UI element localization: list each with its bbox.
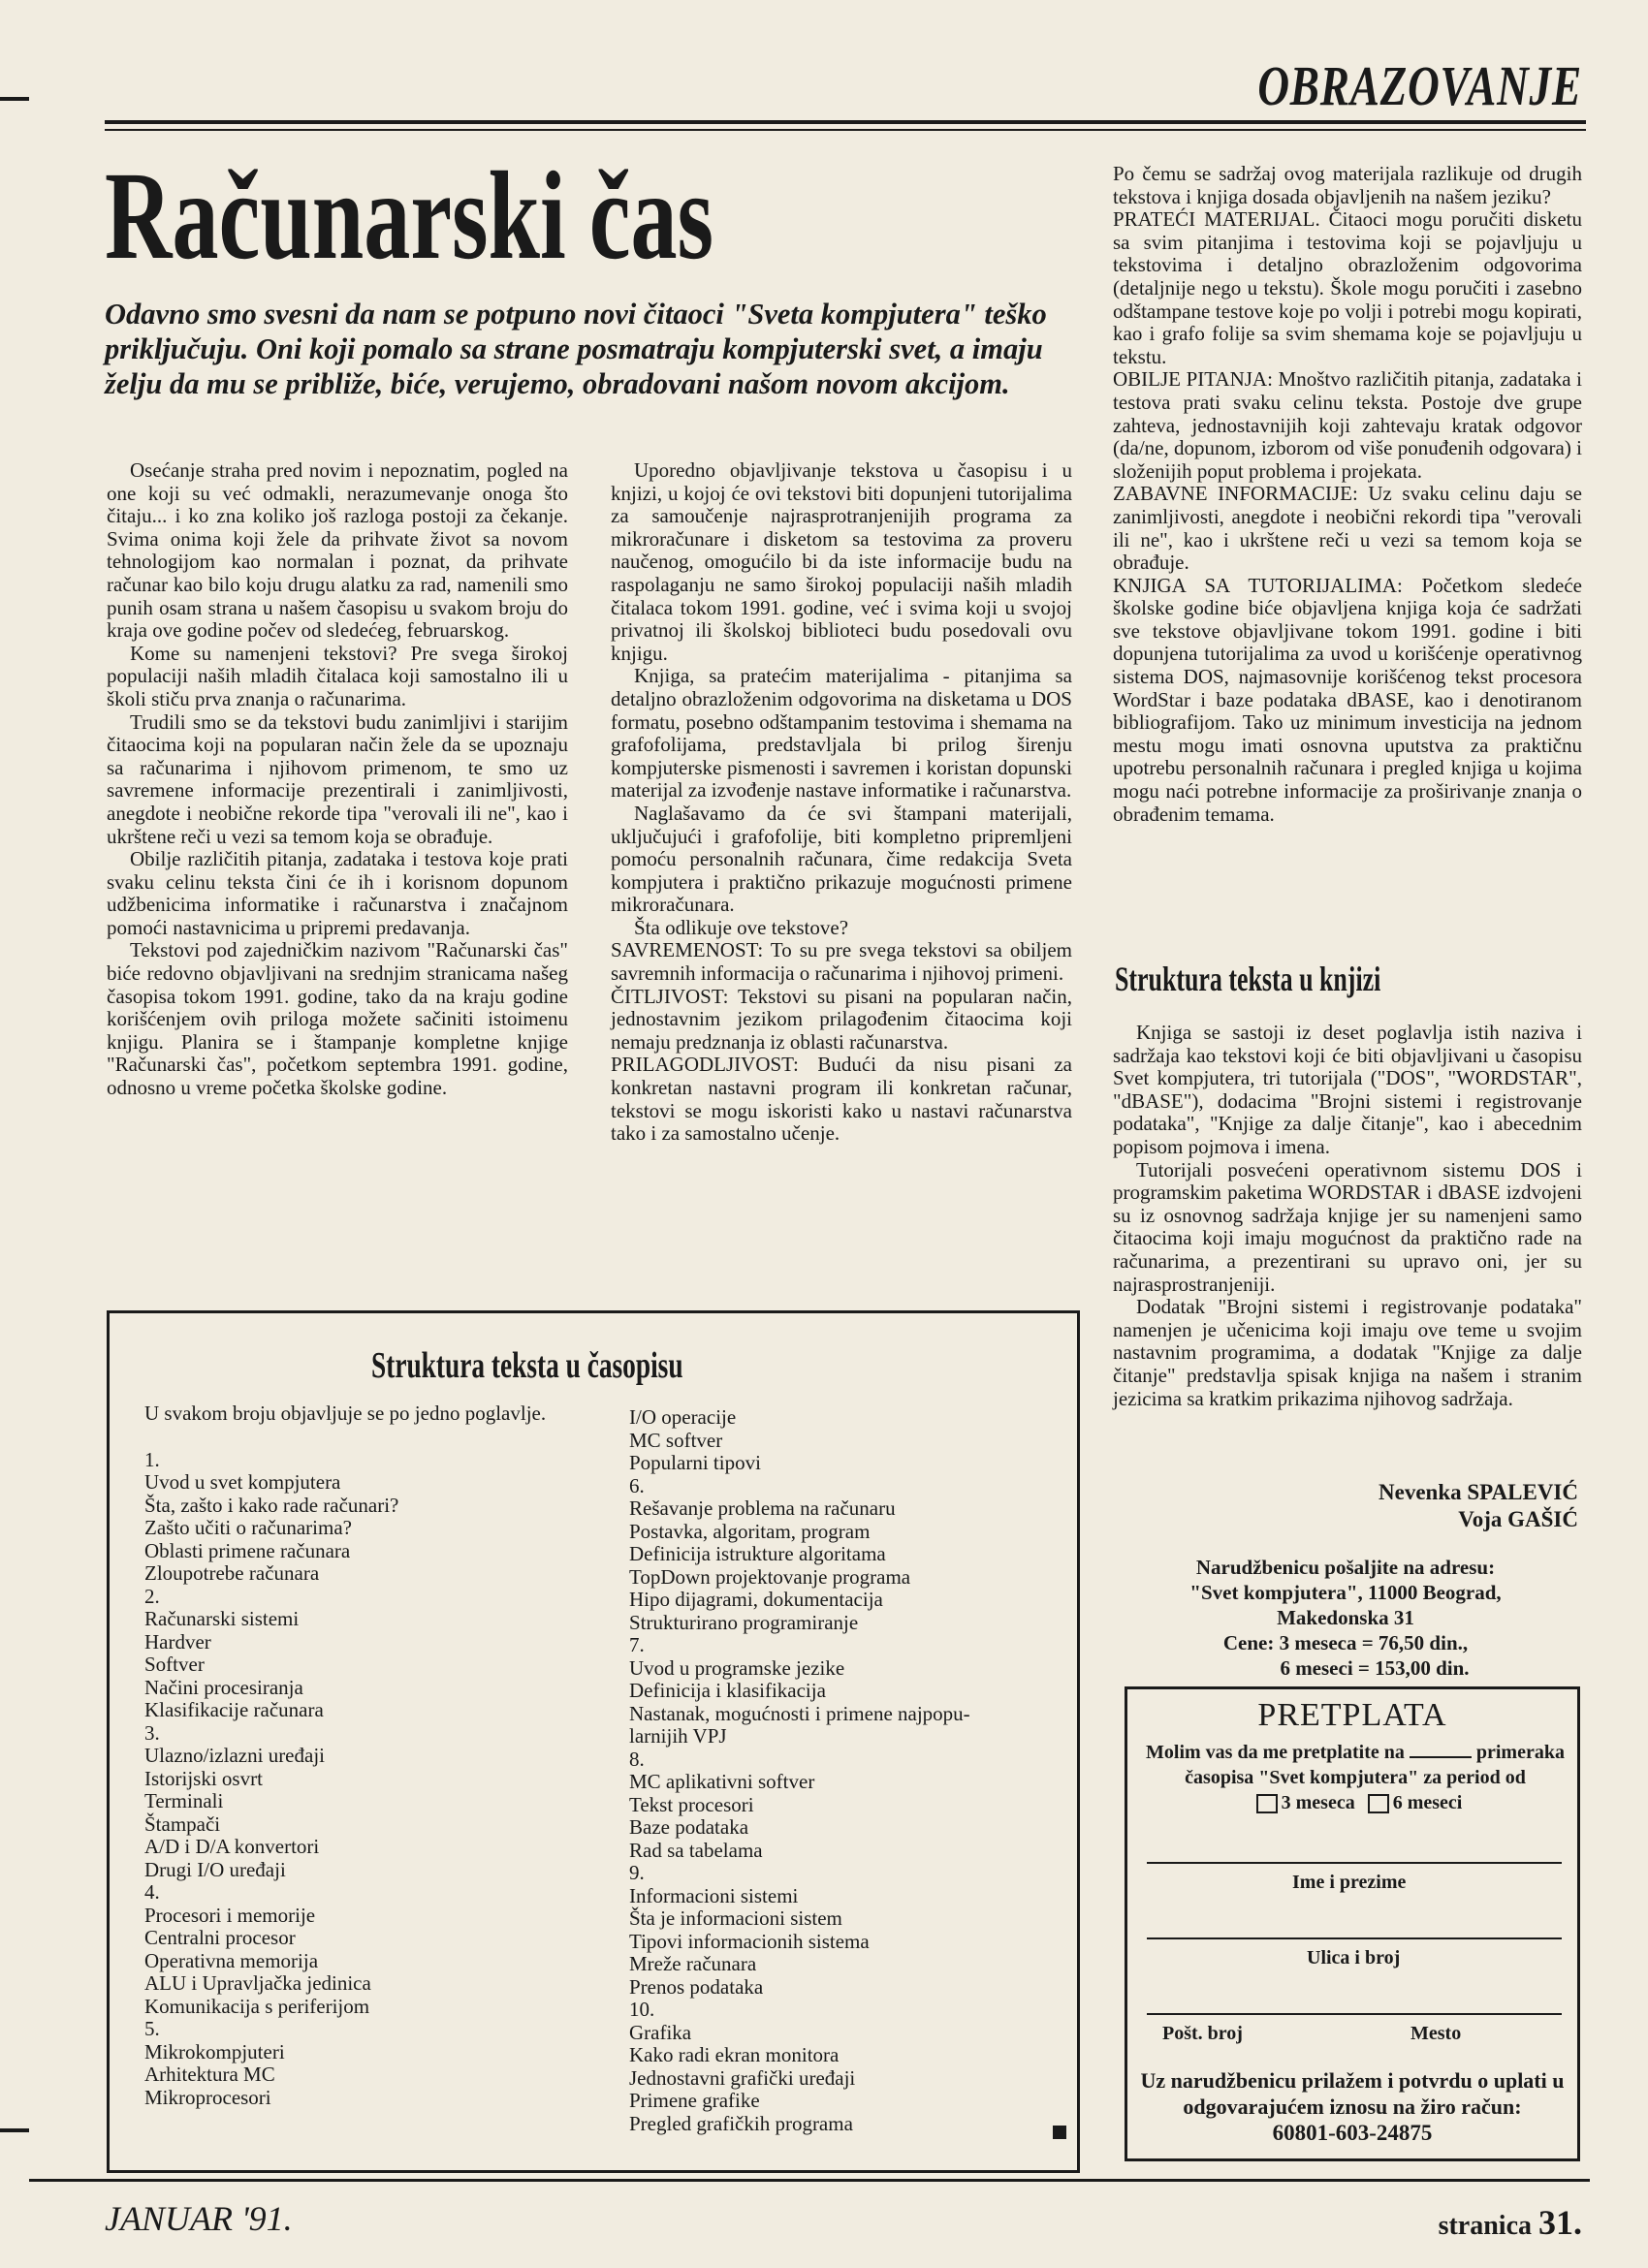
author-name: Voja GAŠIĆ <box>1458 1507 1578 1531</box>
copies-field[interactable] <box>1410 1756 1472 1758</box>
chapter-topic: Definicija istrukture algoritama <box>629 1542 886 1565</box>
chapter-topic: Prenos podataka <box>629 1974 764 1999</box>
chapter-topic: Šta, zašto i kako rade računari? <box>144 1493 399 1517</box>
chapter-number: 2. <box>144 1584 160 1608</box>
chapter-number: 7. <box>629 1633 645 1656</box>
chapter-topic: Štampači <box>144 1811 221 1836</box>
chapter-topic: Baze podataka <box>629 1815 749 1839</box>
paragraph: Kome su namenjeni tekstovi? Pre svega širokoj populaciji naših mladih čitalaca koji samostalno ili u školi stiču prva znanja o računarima. <box>107 641 568 710</box>
chapter-topic: Pregled grafičkih programa <box>629 2111 853 2135</box>
subscription-text-c: časopisa "Svet kompjutera" za period od <box>1185 1767 1526 1788</box>
paragraph: Uporedno objavljivanje tekstova u časopisu i u knjizi, u kojoj će ovi tekstovi biti dopunjeni tutorijalima za samoučenje najrasprotranjenijih programa za mikroračunare i disketom sa testovima za proveru naučenog, omogućilo bi da iste informacije budu na raspolaganju ne samo širokoj populaciji naših mladih čitalaca tokom 1991. godine, već i svima koji u svojoj privatnoj ili školskoj biblioteci budu posedovali ovu knjigu. <box>611 458 1072 665</box>
chapter-topic: Tipovi informacionih sistema <box>629 1929 870 1953</box>
order-line: "Svet kompjutera", 11000 Beograd, <box>1189 1581 1502 1604</box>
chapter-number: 8. <box>629 1747 645 1771</box>
order-line: 6 meseci = 153,00 din. <box>1280 1656 1470 1680</box>
subscription-text-a: Molim vas da me pretplatite na <box>1146 1742 1405 1763</box>
chapter-topic: Uvod u svet kompjutera <box>144 1470 341 1494</box>
article-title: Računarski čas <box>105 146 714 286</box>
chapter-topic: Procesori i memorije <box>144 1903 316 1927</box>
chapter-number: 1. <box>144 1447 160 1471</box>
chapter-number: 10. <box>629 1998 655 2021</box>
paragraph: Obilje različitih pitanja, zadataka i testova koje prati svaku celinu teksta čini će ih i korisnom dopunom udžbenicima informatike i računarstva i značajnom pomoći nastavnicima u pripremi predavanja. <box>107 847 568 939</box>
name-field-line[interactable] <box>1147 1862 1562 1864</box>
chapter-topic: Tekst procesori <box>629 1792 754 1816</box>
chapter-topic: Terminali <box>144 1789 224 1812</box>
chapter-number: 3. <box>144 1720 160 1745</box>
city-label: Mesto <box>1410 2023 1462 2044</box>
chapter-topic: Softver <box>144 1653 205 1676</box>
paragraph: Po čemu se sadržaj ovog materijala razlikuje od drugih tekstova i knjiga dosada objavljenih na našem jeziku? <box>1113 162 1582 208</box>
chapter-topic: Definicija i klasifikacija <box>629 1679 826 1702</box>
zip-label: Pošt. broj <box>1162 2023 1243 2044</box>
author-credits <box>1113 1479 1578 1533</box>
order-line: Makedonska 31 <box>1277 1606 1414 1629</box>
chapter-topic: Jednostavni grafički uređaji <box>629 2065 856 2090</box>
chapter-topic: Informacioni sistemi <box>629 1883 799 1907</box>
page-label: stranica <box>1438 2211 1532 2241</box>
chapter-topic: Komunikacija s periferijom <box>144 1994 370 2018</box>
chapter-topic: Operativna memorija <box>144 1948 319 1972</box>
box-title: Struktura teksta u časopisu <box>371 1345 683 1386</box>
option-label: 3 meseca <box>1281 1792 1355 1813</box>
chapter-topic: TopDown projektovanje programa <box>629 1564 911 1589</box>
page-num: 31. <box>1538 2203 1582 2242</box>
article-lead: Odavno smo svesni da nam se potpuno novi čitaoci "Sveta kompjutera" teško priključuju. Oni koji pomalo sa strane posmatraju kompjuterski svet, a imaju želju da mu se približe, biće, verujemo, obradovani našom novom akcijom. <box>105 298 1047 400</box>
paragraph: Dodatak "Brojni sistemi i registrovanje podataka" namenjen je učenicima koji imaju ove teme u svojim nastavnim programima, a dodatak "Knjige za dalje čitanje" predstavlja spisak knjiga na našem i stranim jezicima sa kratkim prikazima njihovog sadržaja. <box>1113 1295 1582 1410</box>
chapter-topic: Hipo dijagrami, dokumentacija <box>629 1588 883 1611</box>
chapter-topic: Arhitektura MC <box>144 2063 275 2086</box>
paragraph: ČITLJIVOST: Tekstovi su pisani na popularan način, jednostavnim jezikom prilagođenim čitaocima koji nemaju predznanja iz oblasti računarstva. <box>611 984 1072 1054</box>
chapter-topic: Klasifikacije računara <box>144 1698 324 1721</box>
chapter-topic: Zašto učiti o računarima? <box>144 1516 352 1539</box>
end-mark-icon <box>1053 2126 1066 2139</box>
chapter-topic: Nastanak, mogućnosti i primene najpopu- <box>629 1701 970 1725</box>
header-rule-thin <box>105 129 1586 131</box>
book-structure-heading: Struktura teksta u knjizi <box>1115 960 1381 998</box>
chapter-topic: Postavka, algoritam, program <box>629 1519 871 1543</box>
paragraph: Osećanje straha pred novim i nepoznatim, pogled na one koji su već odmakli, nerazumevanje onoga što čitaju... i ko zna koliko još razloga postoji za čekanje. Svima onima koji žele da prihvate život sa novom tehnologijom kao normalan i poznat, da prihvate računar kao bilo koju drugu alatku za rad, namenili smo punih osam strana u našem časopisu u svakom broju do kraja ove godine počev od sledećeg, februarskog. <box>107 458 568 643</box>
chapter-topic: Računarski sistemi <box>144 1607 300 1630</box>
page-number <box>1439 2202 1582 2243</box>
order-line: Cene: 3 meseca = 76,50 din., <box>1222 1631 1469 1654</box>
subscription-text-b: primeraka <box>1475 1742 1565 1763</box>
chapter-topic: I/O operacije <box>629 1405 737 1429</box>
paragraph: Tekstovi pod zajedničkim nazivom "Računarski čas" biće redovno objavljivani na srednjim stranicama našeg časopisa tokom 1991. godine, tako da na kraju godine korišćenjem ovih priloga možete sačiniti istoimenu knjigu. Planira se i štampanje kompletne knjige "Računarski čas", početkom septembra 1991. godine, odnosno u vreme početka školske godine. <box>107 938 568 1100</box>
street-field-line[interactable] <box>1147 1937 1562 1939</box>
chapter-topic: Strukturirano programiranje <box>629 1610 859 1634</box>
body-column-2 <box>611 459 1072 1146</box>
box-intro: U svakom broju objavljuje se po jedno poglavlje. <box>144 1402 547 1425</box>
paragraph: PRATEĆI MATERIJAL. Čitaoci mogu poručiti disketu sa svim pitanjima i testovima koji se pojavljuju u tekstovima i detaljno obrazloženim odgovorima (detaljnije nego u tekstu). Škole mogu poručiti i zasebno odštampane testove koje po volji i potrebi mogu kopirati, kao i grafo folije sa svim shemama koje se pojavljuju u tekstu. <box>1113 207 1582 368</box>
paragraph: Naglašavamo da će svi štampani materijali, uključujući i grafofolije, biti kompletno pripremljeni pomoću personalnih računara, čime redakcija Sveta kompjutera i praktično prikazuje mogućnosti primene mikroračunara. <box>611 801 1072 917</box>
name-label: Ime i prezime <box>1292 1872 1407 1893</box>
chapter-topic: Zloupotrebe računara <box>144 1561 320 1585</box>
paragraph: KNJIGA SA TUTORIJALIMA: Početkom sledeće školske godine biće objavljena knjiga koja će sadržati sve tekstove objavljivane tokom 1991. godine i biti dopunjena tutorijalima za uvod u korišćenje operativnog sistema DOS, najmasovnije korišćenog tekst procesora WordStar i baze podataka dBASE, kao i denotiranom bibliografijom. Tako uz minimum investicija na jednom mestu mogu imati osnovna uputstva za praktičnu upotrebu personalnih računara i pregled knjiga u kojima mogu naći potrebne informacije za proširivanje znanja o obrađenim temama. <box>1113 573 1582 826</box>
subscription-footer <box>1127 2067 1577 2146</box>
order-line: Narudžbenicu pošaljite na adresu: <box>1195 1556 1496 1579</box>
chapter-topic: Rad sa tabelama <box>629 1838 763 1862</box>
chapter-topic: Kako radi ekran monitora <box>629 2043 840 2066</box>
paragraph: SAVREMENOST: To su pre svega tekstovi sa obiljem savremnih informacija o računarima i njihovoj primeni. <box>611 938 1072 986</box>
option-label: 6 meseci <box>1392 1792 1463 1813</box>
body-column-1 <box>107 459 568 1100</box>
checkbox-6-months[interactable] <box>1368 1794 1389 1813</box>
chapter-topic: Mikrokompjuteri <box>144 2039 285 2063</box>
chapter-topic: MC softver <box>629 1428 723 1452</box>
paragraph: ZABAVNE INFORMACIJE: Uz svaku celinu daju se zanimljivosti, anegdote i neobični rekordi tipa "verovali ili ne", kao i ukrštene reči u vezi sa temom koja se obrađuje. <box>1113 482 1582 575</box>
chapter-topic: Ulazno/izlazni uređaji <box>144 1744 325 1767</box>
chapter-topic: Oblasti primene računara <box>144 1538 351 1562</box>
chapter-topic: Popularni tipovi <box>629 1451 761 1474</box>
header-rule <box>105 120 1586 124</box>
chapter-topic: Uvod u programske jezike <box>629 1655 845 1680</box>
footer-rule <box>29 2179 1590 2182</box>
order-address <box>1113 1555 1578 1681</box>
chapter-topic: larnijih VPJ <box>629 1724 727 1748</box>
street-label: Ulica i broj <box>1307 1947 1401 1969</box>
chapter-topic: Mreže računara <box>629 1952 757 1975</box>
chapter-topic: Rešavanje problema na računaru <box>629 1496 896 1520</box>
magazine-structure-box <box>107 1310 1080 2173</box>
author-name: Nevenka SPALEVIĆ <box>1379 1480 1578 1504</box>
subscription-text <box>1143 1740 1568 1815</box>
bank-account: 60801-603-24875 <box>1272 2121 1433 2145</box>
subscription-form <box>1125 1686 1580 2161</box>
chapter-topic: ALU i Upravljačka jedinica <box>144 1971 371 1995</box>
paragraph: Knjiga, sa pratećim materijalima - pitanjima sa detaljno obrazloženim odgovorima na disketama u DOS formatu, posebno odštampanim testovima i shemama na grafofolijama, predstavljala bi prilog širenju kompjuterske pismenosti i savremen i koristan dopunski materijal za izvođenje nastave informatike i računarstva. <box>611 664 1072 803</box>
margin-mark <box>0 97 29 101</box>
chapter-number: 6. <box>629 1473 645 1497</box>
chapter-topic: Šta je informacioni sistem <box>629 1906 842 1930</box>
margin-mark <box>0 2128 29 2132</box>
checkbox-3-months[interactable] <box>1256 1794 1278 1813</box>
book-structure-text <box>1113 1022 1582 1410</box>
box-list-right <box>629 1406 1056 2135</box>
chapter-topic: Hardver <box>144 1629 211 1654</box>
chapter-number: 9. <box>629 1861 645 1884</box>
chapter-topic: Grafika <box>629 2020 692 2044</box>
paragraph: PRILAGODLJIVOST: Budući da nisu pisani za konkretan nastavni program ili konkretan računar, tekstovi se mogu iskoristi kako u nastavi računarstva tako i za samostalno učenje. <box>611 1053 1072 1146</box>
chapter-topic: Centralni procesor <box>144 1926 296 1949</box>
chapter-topic: Istorijski osvrt <box>144 1766 263 1790</box>
city-field-line[interactable] <box>1147 2013 1562 2015</box>
paragraph: Šta odlikuje ove tekstove? <box>634 915 849 939</box>
paragraph: Trudili smo se da tekstovi budu zanimljivi i starijim čitaocima koji na popularan način žele da se upoznaju sa računarima i njihovom primenom, te smo uz savremene informacije prezentirali i zanimljivosti, anegdote i neobične rekorde tipa "verovali ili ne", kao i ukrštene reči u vezi sa temom koja se obrađuje. <box>107 709 568 848</box>
body-column-3 <box>1113 163 1582 826</box>
chapter-topic: A/D i D/A konvertori <box>144 1835 320 1858</box>
issue-date: JANUAR '91. <box>105 2199 293 2238</box>
chapter-topic: Primene grafike <box>629 2089 760 2112</box>
chapter-topic: Načini procesiranja <box>144 1675 303 1699</box>
paragraph: OBILJE PITANJA: Mnoštvo različitih pitanja, zadataka i testova prati svaku celinu teksta. Postoje dve grupe zahteva, jednostavnijih koji zahtevaju kratak odgovor (da/ne, dopunom, izborom od više ponuđenih odgovara) i složenijih poput problema i projekata. <box>1113 367 1582 483</box>
subscription-title: PRETPLATA <box>1257 1697 1447 1733</box>
paragraph: Knjiga se sastoji iz deset poglavlja istih naziva i sadržaja kao tekstovi koji će biti objavljivani u časopisu Svet kompjutera, tri tutorijala ("DOS", "WORDSTAR", "dBASE"), dodacima "Brojni sistemi i registrovanje podataka", "Knjige za dalje čitanje", kao i abecednim popisom pojmova i imena. <box>1113 1021 1582 1158</box>
chapter-topic: MC aplikativni softver <box>629 1770 815 1793</box>
chapter-topic: Drugi I/O uređaji <box>144 1857 286 1881</box>
paragraph: Tutorijali posvećeni operativnom sistemu DOS i programskim paketima WORDSTAR i dBASE izdvojeni su iz osnovnog sadržaja knjige jer su namenjeni samo čitaocima koji imaju mogućnost da praktično rade na računarima, a prezentirani su upravo oni, jer su najrasprostranjeniji. <box>1113 1157 1582 1296</box>
payment-note: Uz narudžbenicu prilažem i potvrdu o uplati u odgovarajućem iznosu na žiro račun: <box>1140 2068 1565 2119</box>
chapter-number: 5. <box>144 2017 160 2040</box>
chapter-number: 4. <box>144 1880 160 1904</box>
chapter-topic: Mikroprocesori <box>144 2085 271 2109</box>
box-list-left <box>144 1402 649 2109</box>
section-label: OBRAZOVANJE <box>1257 54 1582 117</box>
